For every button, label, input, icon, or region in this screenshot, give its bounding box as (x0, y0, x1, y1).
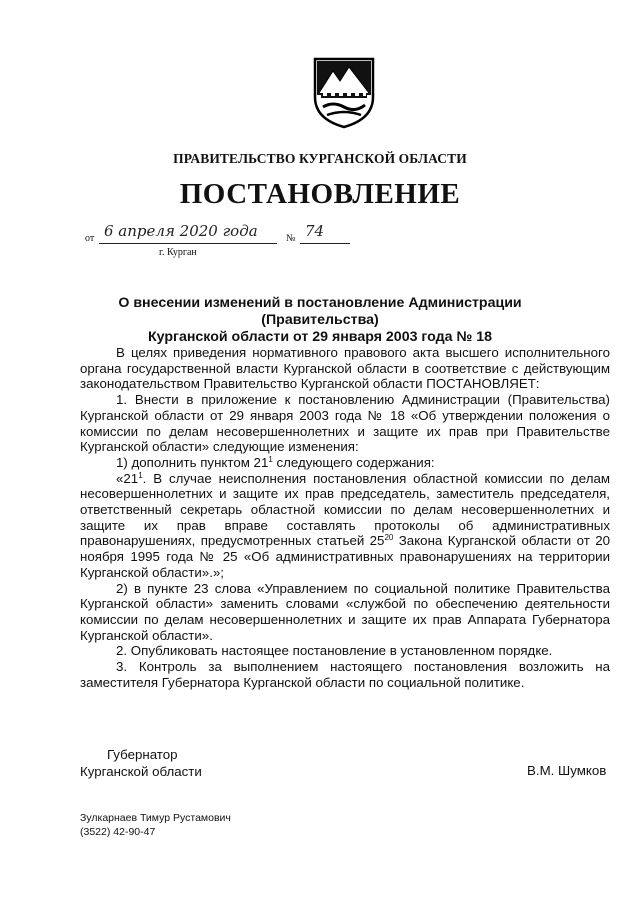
subitem-1-paragraph: 1) дополнить пунктом $21^1$ следующего содержания: (116, 454, 435, 470)
subitem-2-paragraph: 2) в пункте 23 слова «Управлением по социальной политике Правительства Курганской области» заменить словами «службой по обеспечению деятельности комиссии по делам несовершеннолетних и защите их прав Аппарата Губернатора Курганской области». (80, 580, 610, 643)
executor-info (80, 811, 231, 839)
heading-line-2: Курганской области от 29 января 2003 года № 18 (148, 329, 492, 345)
new-clause-paragraph: «$21^1$. В случае неисполнения постановления областной комиссии по делам несовершеннолетних и защите их прав председатель, заместитель председателя, ответственный секретарь областной комиссии по делам несовершеннолетних и защите их прав вправе составлять протоколы об административных правонарушениях, предусмотренных статьей $25^{20}$ Закона Курганской области от 20 ноября 1995 года № 25 «Об административных правонарушениях на территории Курганской области».»; (80, 470, 610, 580)
date-underline (99, 243, 277, 244)
signatory-title (80, 746, 202, 780)
executor-phone: (3522) 42-90-47 (80, 826, 156, 838)
document-heading (70, 295, 570, 346)
government-name: ПРАВИТЕЛЬСТВО КУРГАНСКОЙ ОБЛАСТИ (173, 151, 467, 166)
preamble-paragraph: В целях приведения нормативного правового акта высшего исполнительного органа государственной власти Курганской области в соответствие с действующим законодательством Правительство Курганской области ПОСТАНОВЛЯЕТ: (80, 345, 610, 392)
handwritten-number: 74 (305, 222, 325, 240)
signatory-title-line-1: Губернатор (107, 747, 178, 762)
city-label: г. Курган (159, 247, 197, 258)
item-2-paragraph: 2. Опубликовать настоящее постановление в установленном порядке. (116, 643, 553, 659)
document-body (80, 345, 610, 690)
coat-of-arms-icon (313, 57, 375, 129)
executor-name: Зулкарнаев Тимур Рустамович (80, 812, 231, 824)
number-underline (300, 243, 350, 244)
signatory-name: В.М. Шумков (527, 763, 607, 778)
item-3-paragraph: 3. Контроль за выполнением настоящего постановления возложить на заместителя Губернатора Курганской области по социальной политике. (80, 659, 610, 690)
handwritten-date: 6 апреля 2020 года (104, 222, 258, 240)
document-type-title: ПОСТАНОВЛЕНИЕ (179, 178, 461, 210)
signatory-title-line-2: Курганской области (80, 764, 202, 779)
item-1-paragraph: 1. Внести в приложение к постановлению Администрации (Правительства) Курганской области от 29 января 2003 года № 18 «Об утверждении положения о комиссии по делам несовершеннолетних и защите их прав при Правительстве Курганской области» следующие изменения: (80, 392, 610, 455)
date-prefix: от (85, 233, 95, 244)
heading-line-1: О внесении изменений в постановление Администрации (Правительства) (118, 295, 522, 328)
number-prefix: № (286, 233, 296, 244)
